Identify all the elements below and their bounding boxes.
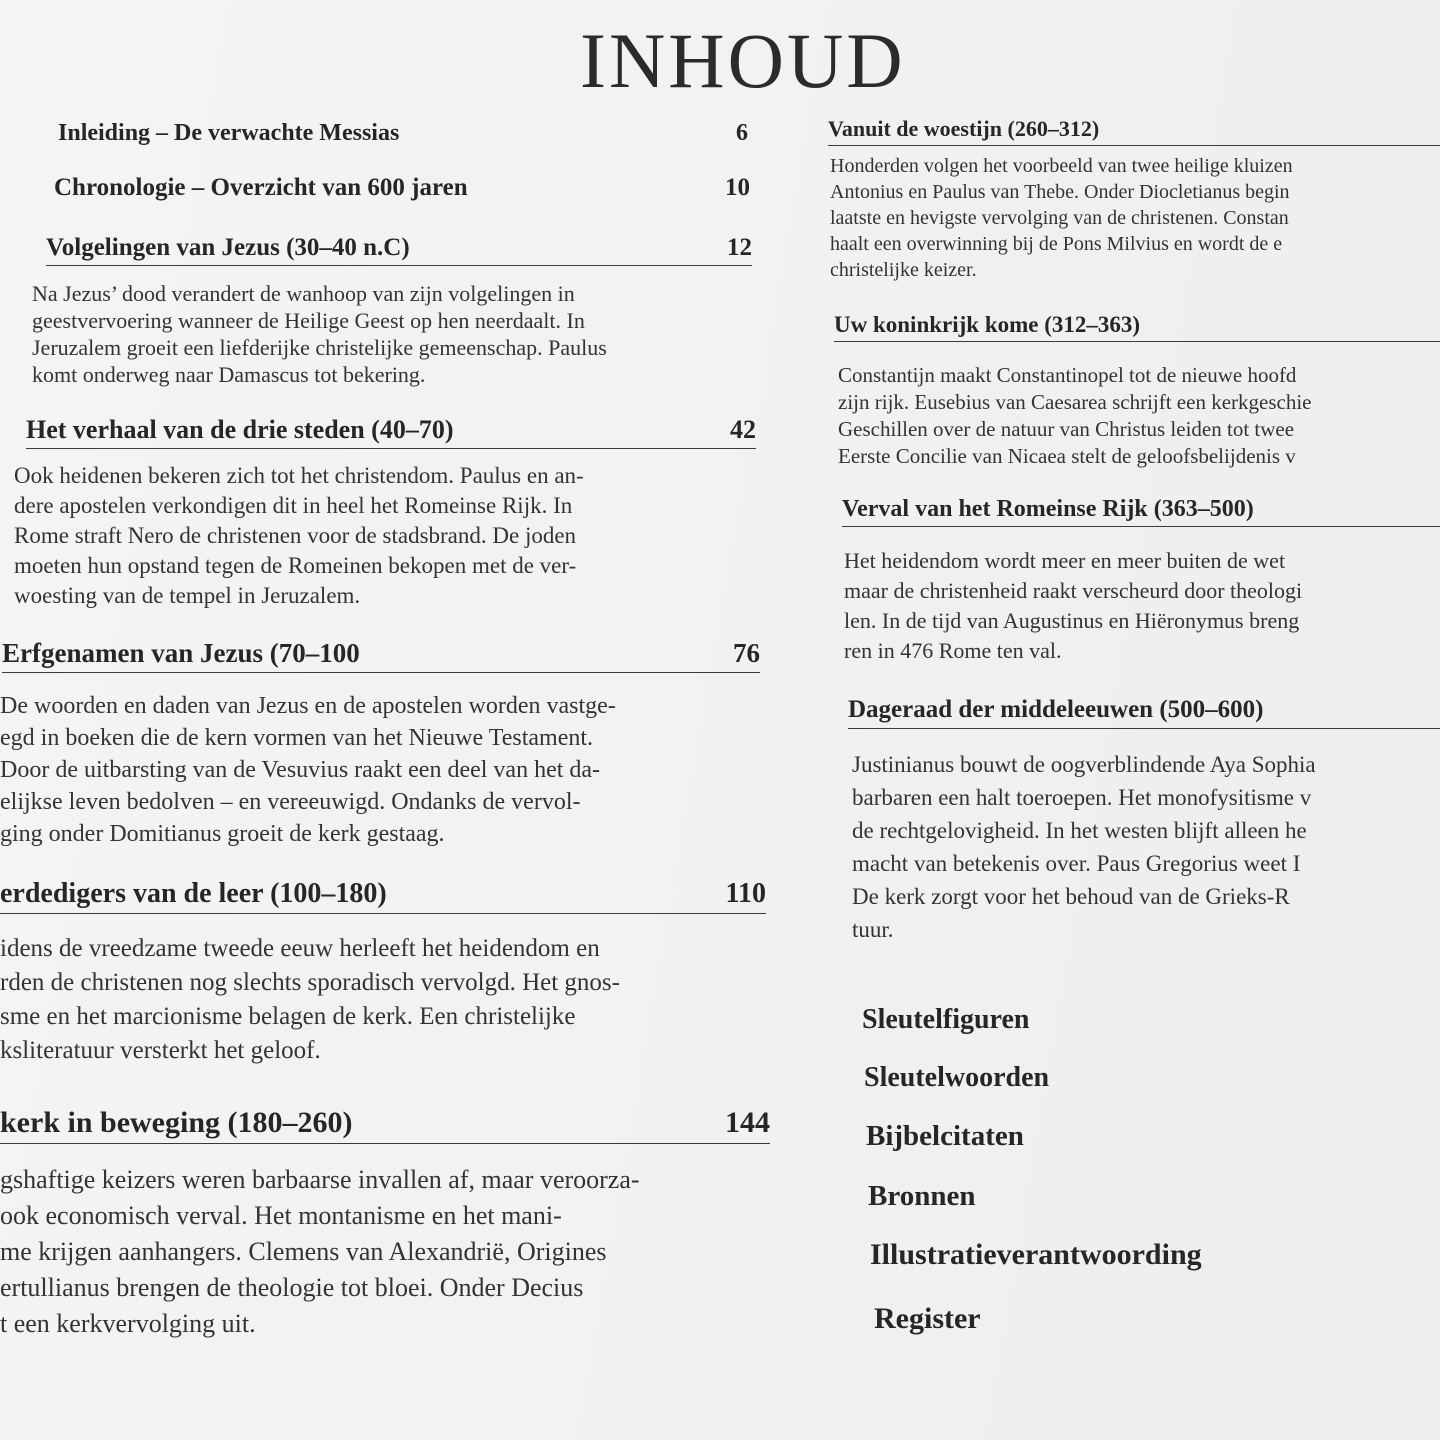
toc-section-page: 12: [727, 234, 752, 261]
toc-extra-index[interactable]: Register: [874, 1302, 981, 1335]
toc-entry-page: 6: [736, 120, 748, 146]
toc-entry-page: 10: [725, 174, 750, 201]
toc-section-summary: Honderden volgen het voorbeeld van twee heilige kluizen Antonius en Paulus van Thebe. Onder Diocletianus begin laatste en hevigste vervolging van de christenen. Constan haalt een overwinning bij de Pons Milvius en wordt de e christelijke keizer.: [830, 155, 1293, 281]
toc-section-heading[interactable]: [0, 1106, 770, 1144]
toc-section-title: Volgelingen van Jezus (30–40 n.C): [46, 234, 410, 261]
toc-section-summary: gshaftige keizers weren barbaarse invallen af, maar veroorza- ook economisch verval. Het montanisme en het mani- me krijgen aanhangers. Clemens van Alexandrië, Origines ertullianus brengen de theologie tot bloei. Onder Decius t een kerkvervolging uit.: [0, 1165, 640, 1338]
toc-section-heading[interactable]: [848, 696, 1440, 729]
toc-extra-illustration-credits[interactable]: Illustratieverantwoording: [870, 1238, 1202, 1271]
toc-section-heading[interactable]: [2, 638, 760, 673]
toc-section-summary: Het heidendom wordt meer en meer buiten de wet maar de christenheid raakt verscheurd door theologi len. In de tijd van Augustinus en Hiëronymus breng ren in 476 Rome ten val.: [844, 548, 1303, 663]
toc-section-title: Erfgenamen van Jezus (70–100: [2, 638, 360, 668]
toc-extra-bible-quotes[interactable]: Bijbelcitaten: [866, 1120, 1024, 1152]
toc-entry-chronology[interactable]: [54, 174, 750, 202]
toc-section-summary: Justinianus bouwt de oogverblindende Aya Sophia barbaren een halt toeroepen. Het monofysitisme v de rechtgelovigheid. In het westen blijft alleen he macht van betekenis over. Paus Gregorius weet I De kerk zorgt voor het behoud van de Grieks-R tuur.: [852, 752, 1316, 942]
toc-section-title: erdedigers van de leer (100–180): [0, 878, 387, 909]
toc-section-title: Het verhaal van de drie steden (40–70): [26, 415, 454, 444]
toc-section-heading[interactable]: [26, 415, 756, 449]
toc-section-page: 76: [733, 638, 760, 668]
toc-extra-sources[interactable]: Bronnen: [868, 1180, 976, 1212]
toc-section-summary: De woorden en daden van Jezus en de apostelen worden vastge- egd in boeken die de kern vormen van het Nieuwe Testament. Door de uitbarsting van de Vesuvius raakt een deel van het da- elijkse leven bedolven – en vereeuwigd. Ondanks de vervol- ging onder Domitianus groeit de kerk gestaag.: [0, 693, 616, 847]
toc-section-summary: idens de vreedzame tweede eeuw herleeft het heidendom en rden de christenen nog slechts sporadisch vervolgd. Het gnos- sme en het marcionisme belagen de kerk. Een christelijke ksliteratuur versterkt het geloof.: [0, 935, 620, 1064]
toc-section-heading[interactable]: [0, 878, 766, 914]
toc-section-title: Vanuit de woestijn (260–312): [828, 116, 1100, 141]
page-title: INHOUD: [580, 17, 906, 104]
toc-section-summary: Na Jezus’ dood verandert de wanhoop van zijn volgelingen in geestvervoering wanneer de Heilige Geest op hen neerdaalt. In Jeruzalem groeit een liefderijke christelijke gemeenschap. Paulus komt onderweg naar Damascus tot bekering.: [32, 281, 607, 387]
toc-entry-title: Inleiding – De verwachte Messias: [58, 120, 400, 146]
toc-extra-key-figures[interactable]: Sleutelfiguren: [862, 1004, 1030, 1035]
toc-section-title: Uw koninkrijk kome (312–363): [834, 312, 1141, 337]
toc-extra-key-words[interactable]: Sleutelwoorden: [864, 1062, 1050, 1093]
toc-section-summary: Constantijn maakt Constantinopel tot de nieuwe hoofd zijn rijk. Eusebius van Caesarea schrijft een kerkgeschie Geschillen over de natuur van Christus leiden tot twee Eerste Concilie van Nicaea stelt de geloofsbelijdenis v: [838, 363, 1312, 468]
toc-section-heading[interactable]: [834, 312, 1440, 342]
toc-section-title: kerk in beweging (180–260): [0, 1106, 353, 1139]
toc-section-page: 42: [730, 415, 756, 444]
toc-section-page: 144: [725, 1106, 770, 1139]
toc-section-heading[interactable]: [842, 496, 1440, 527]
toc-section-heading[interactable]: [828, 116, 1440, 146]
toc-section-title: Verval van het Romeinse Rijk (363–500): [842, 496, 1254, 522]
toc-section-page: 110: [725, 878, 766, 909]
toc-section-summary: Ook heidenen bekeren zich tot het christendom. Paulus en an- dere apostelen verkondigen dit in heel het Romeinse Rijk. In Rome straft Nero de christenen voor de stadsbrand. De joden moeten hun opstand tegen de Romeinen bekopen met de ver- woesting van de tempel in Jeruzalem.: [14, 463, 584, 608]
toc-section-title: Dageraad der middeleeuwen (500–600): [848, 696, 1264, 723]
toc-section-heading[interactable]: [46, 234, 752, 266]
toc-entry-intro[interactable]: [58, 120, 748, 147]
toc-entry-title: Chronologie – Overzicht van 600 jaren: [54, 174, 468, 201]
